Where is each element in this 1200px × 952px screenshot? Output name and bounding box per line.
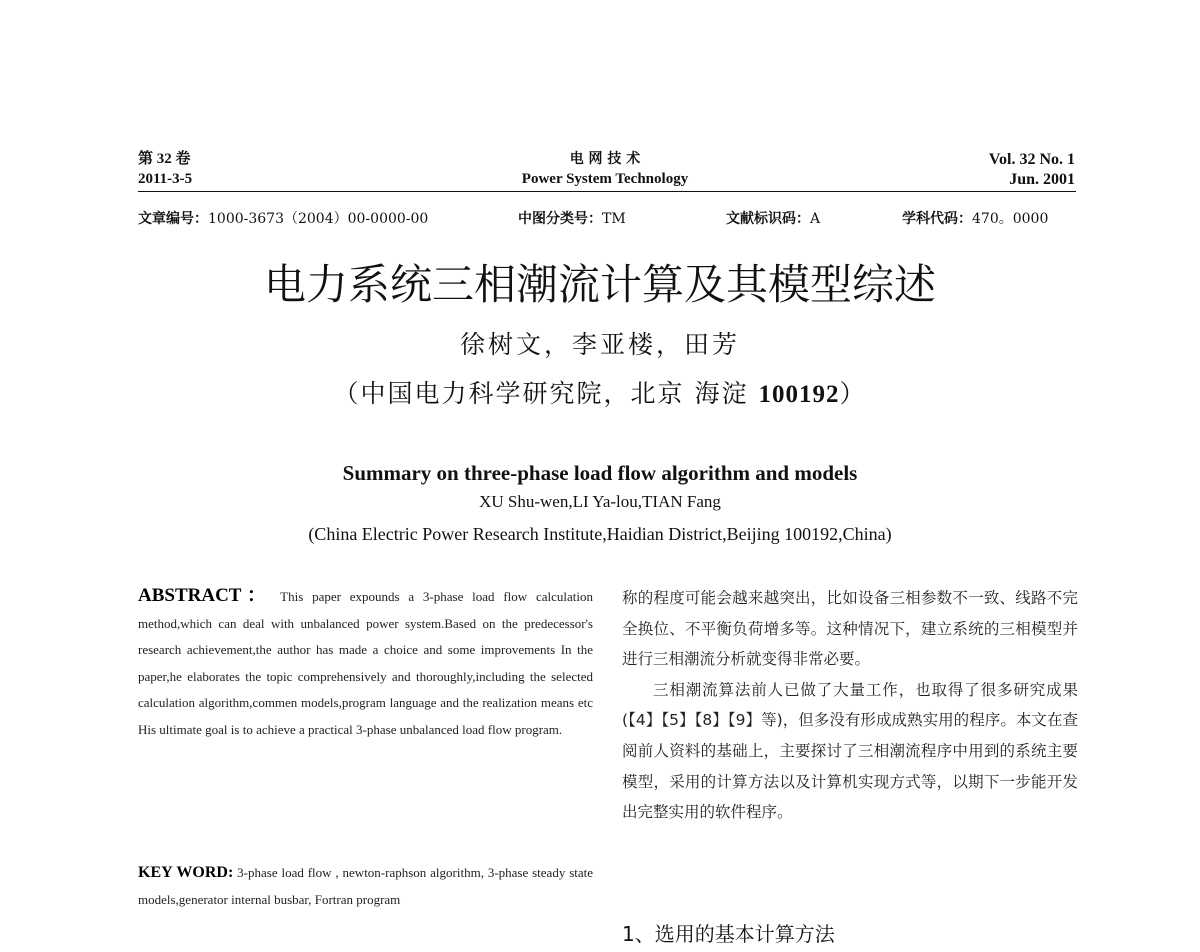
title-en: Summary on three-phase load flow algorithm and models (342, 461, 858, 485)
section-1-heading: 1、选用的基本计算方法 (622, 922, 835, 946)
document-code-value: A (810, 211, 821, 227)
document-code-label: 文献标识码： (726, 211, 810, 227)
affiliation-en: (China Electric Power Research Institute,Haidian District,Beijing 100192,China) (308, 524, 892, 544)
authors-cn: 徐树文，李亚楼，田芳 (459, 330, 740, 359)
authors-en: XU Shu-wen,LI Ya-lou,TIAN Fang (479, 492, 721, 511)
article-number (138, 208, 428, 228)
document-code (726, 208, 820, 228)
affiliation-cn-text: （中国电力科学研究院，北京 海淀 (333, 379, 749, 408)
subject-code-label: 学科代码： (902, 211, 972, 227)
subject-code-value: 470。0000 (972, 211, 1049, 227)
clc-number (518, 208, 626, 228)
issue-date: 2011-3-5 (138, 171, 193, 187)
header-rule (138, 191, 1076, 192)
affiliation-cn-close: ） (839, 379, 867, 408)
keywords-label: KEY WORD: (138, 864, 234, 881)
abstract-text: This paper expounds a 3-phase load flow calculation method,which can deal with unbalanced power system.Based on the predecessor's research achievement,the author has made a choice and some improvements In the paper,he elaborates the topic comprehensively and thoroughly,including the selected calculation algorithm,commen models,program language and the realization means etc His ultimate goal is to achieve a practical 3-phase unbalanced load flow program. (138, 589, 594, 737)
clc-value: TM (602, 211, 626, 227)
month-year: Jun. 2001 (1009, 171, 1075, 188)
affiliation-cn-zip: 100192 (758, 381, 840, 408)
body-paragraph-2: 三相潮流算法前人已做了大量工作，也取得了很多研究成果(【4】【5】【8】【9】等)，但多没有形成成熟实用的程序。本文在查阅前人资料的基础上，主要探讨了三相潮流程序中用到的系统主要模型，采用的计算方法以及计算机实现方式等，以期下一步能开发出完整实用的软件程序。 (622, 680, 1078, 822)
subject-code (902, 208, 1048, 228)
abstract (138, 583, 593, 743)
abstract-label: ABSTRACT： (138, 585, 272, 606)
keywords (138, 860, 593, 913)
body-paragraph-1: 称的程度可能会越来越突出，比如设备三相参数不一致、线路不完全换位、不平衡负荷增多等。这种情况下，建立系统的三相模型并进行三相潮流分析就变得非常必要。 (622, 589, 1078, 669)
journal-name-en: Power System Technology (521, 171, 689, 187)
volume-number: Vol. 32 No. 1 (988, 151, 1075, 168)
keywords-text: 3-phase load flow , newton-raphson algorithm, 3-phase steady state models,generator internal busbar, Fortran program (138, 865, 594, 907)
body-cn (622, 583, 1078, 828)
article-number-label: 文章编号： (138, 211, 208, 227)
clc-label: 中图分类号： (518, 211, 602, 227)
title-cn: 电力系统三相潮流计算及其模型综述 (263, 260, 936, 309)
article-number-value: 1000-3673（2004）00-0000-00 (208, 211, 429, 227)
journal-name-cn: 电 网 技 术 (569, 151, 641, 167)
affiliation-cn (0, 376, 1200, 413)
volume-label: 第 32 卷 (138, 151, 191, 167)
